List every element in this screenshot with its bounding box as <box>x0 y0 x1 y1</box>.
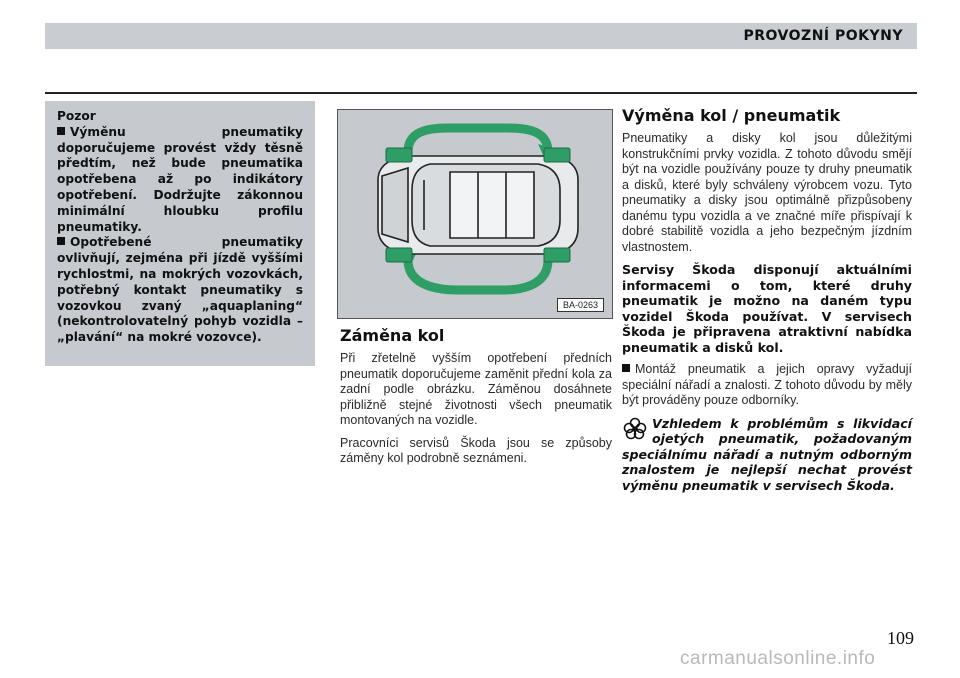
right-intro-paragraph: Pneumatiky a disky kol jsou důležitými konstrukčními prvky vozidla. Z tohoto důvodu smějí být na vozidle používány pouze ty druhy pneumatik a disků, které byly schváleny výrobcem vozu. Tyto pneumatiky a disky jsou optimálně přizpůsobeny danému typu vozidla a ve značné míře přispívají k dobré stabilitě vozidla a jeho bezpečným jízdním vlastnostem. <box>622 131 912 254</box>
middle-paragraph-2: Pracovníci servisů Škoda jsou se způsoby záměny kol podrobně seznámeni. <box>340 435 612 465</box>
square-bullet-icon <box>57 237 65 245</box>
header-band <box>45 23 917 49</box>
warning-item-2-text: Opotřebené pneumatiky ovlivňují, zejména při jízdě vyššími rychlostmi, na mokrých vozovkách, potřebný kontakt pneumatiky s vozovkou zvaný „aquaplaning“ (nekontrolovatelný pohyb vozidla – „plavání“ na mokré vozovce). <box>57 235 303 345</box>
header-title: PROVOZNÍ POKYNY <box>743 28 903 44</box>
middle-paragraph-1: Při zřetelně vyšším opotřebení předních pneumatik doporučujeme zaměnit přední kola za zadní podle obrázku. Záměnou dosáhnete přibližně stejné životnosti všech pneumatik montovaných na vozidle. <box>340 351 612 427</box>
warning-item-1 <box>57 125 303 236</box>
right-column <box>622 106 912 493</box>
right-bullet-text: Montáž pneumatik a jejich opravy vyžadují speciální nářadí a znalosti. Z tohoto důvodu by měly být prováděny pouze odborníky. <box>622 362 912 407</box>
middle-column <box>340 326 612 474</box>
header-rule <box>45 92 917 94</box>
watermark: carmanualsonline.info <box>680 648 876 669</box>
environment-note-text: Vzhledem k problémům s likvidací ojetých pneumatik, požadovaným speciálnímu nářadí a nutným odborným znalostem je nejlepší nechat provést výměnu pneumatik v servisech Škoda. <box>622 415 912 493</box>
warning-box <box>45 101 315 366</box>
warning-item-2 <box>57 235 303 346</box>
figure-label: BA-0263 <box>557 298 604 312</box>
wheel-rotation-figure <box>337 109 613 319</box>
page-number: 109 <box>887 628 914 648</box>
right-bullet-paragraph <box>622 362 912 409</box>
square-bullet-icon <box>622 364 630 372</box>
right-bold-paragraph: Servisy Škoda disponují aktuálními informacemi o tom, které druhy pneumatik je možno na daném typu vozidel Škoda používat. V servisech Škoda je připravena atraktivní nabídka pneumatik a disků kol. <box>622 262 912 355</box>
warning-title: Pozor <box>57 109 96 123</box>
square-bullet-icon <box>57 127 65 135</box>
car-body <box>378 156 578 254</box>
section-heading-vymena: Výměna kol / pneumatik <box>622 106 841 125</box>
flower-icon <box>622 416 648 442</box>
section-heading-zamena: Záměna kol <box>340 326 445 345</box>
warning-item-1-text: Výměnu pneumatiky doporučujeme provést vždy těsně předtím, než bude pneumatika opotřebena až po indikátory opotřebení. Dodržujte zákonnou minimální hloubku profilu pneumatiky. <box>57 124 303 234</box>
environment-note <box>622 416 912 494</box>
car-wheel-rotation-illustration <box>338 110 614 320</box>
